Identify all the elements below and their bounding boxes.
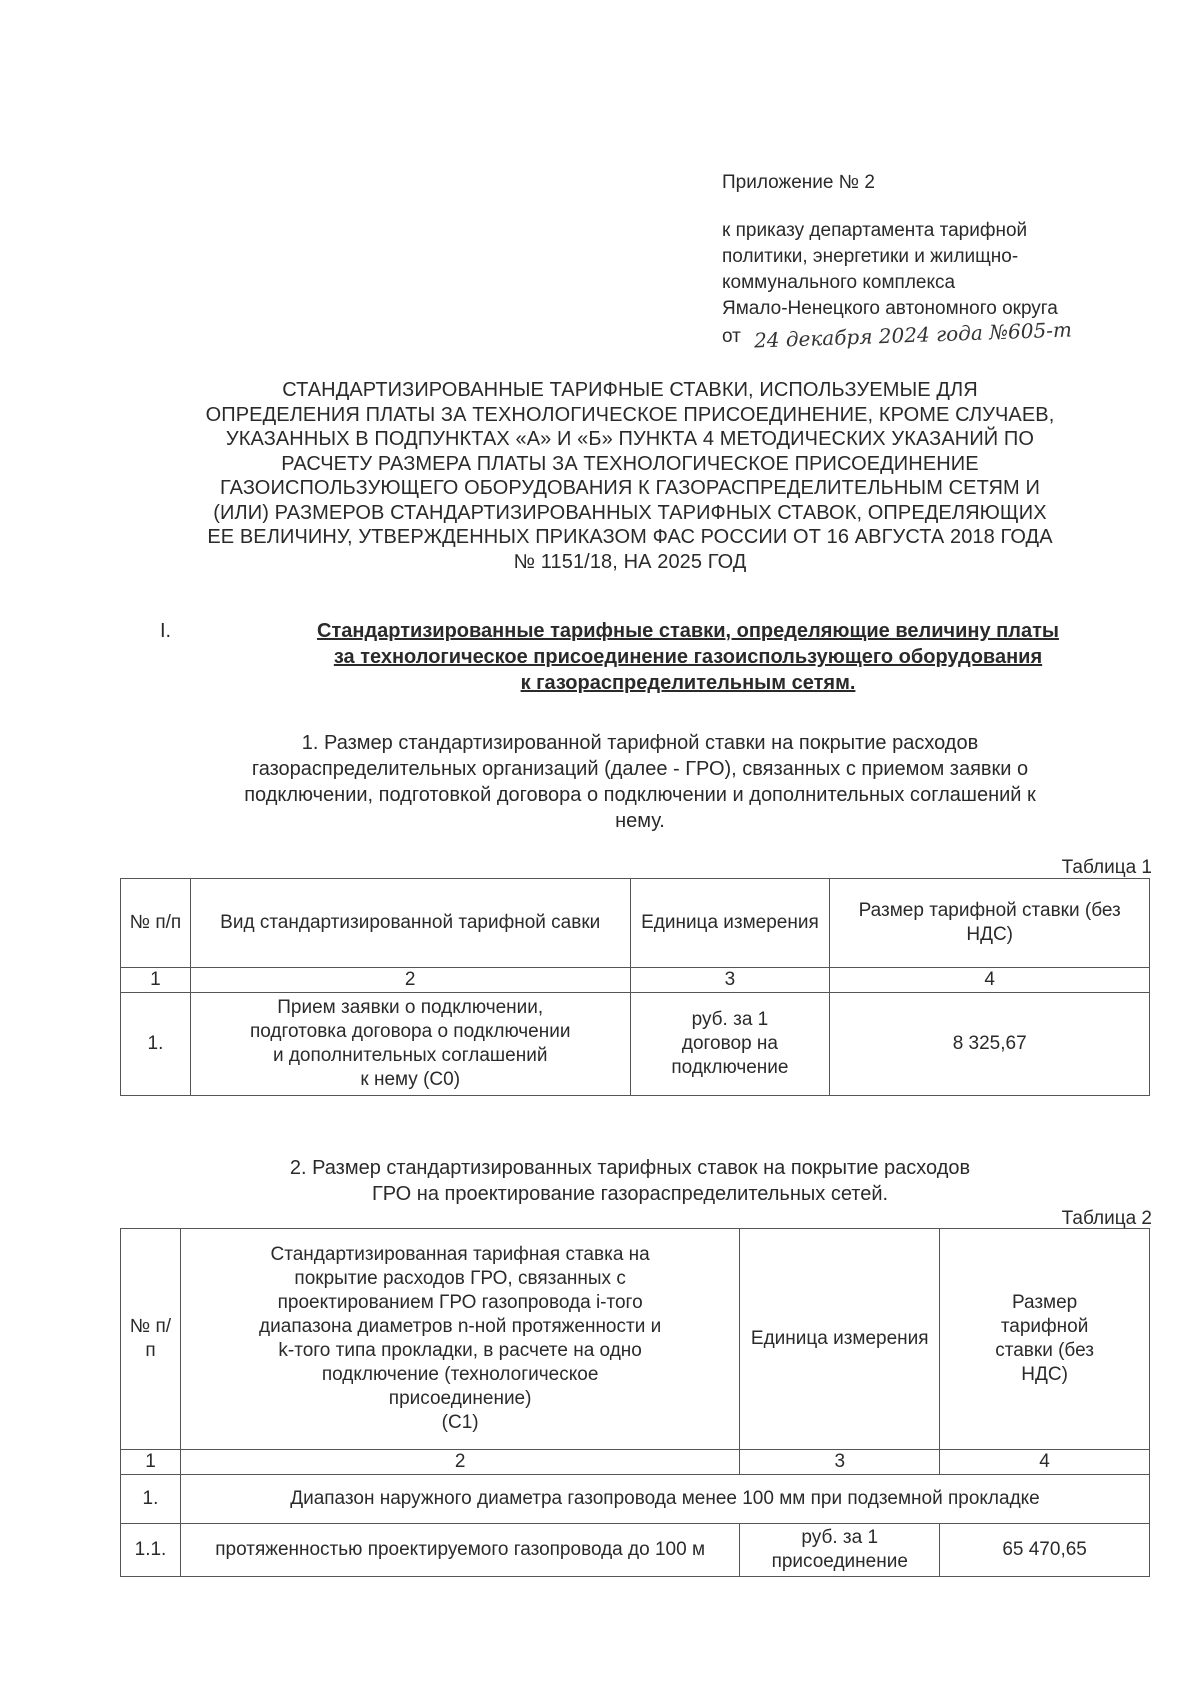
- rate-name-line: и дополнительных соглашений: [272, 1045, 548, 1066]
- paragraph-line: нему.: [615, 810, 665, 832]
- section-title-line: к газораспределительным сетям.: [520, 672, 856, 694]
- paragraph-line: 2. Размер стандартизированных тарифных ставок на покрытие расходов: [289, 1157, 971, 1179]
- title-line: СТАНДАРТИЗИРОВАННЫЕ ТАРИФНЫЕ СТАВКИ, ИСПОЛЬЗУЕМЫЕ ДЛЯ: [282, 379, 978, 401]
- table-header-row: [121, 1229, 1150, 1450]
- table-2-caption: Таблица 2: [1061, 1208, 1152, 1229]
- range-description: Диапазон наружного диаметра газопровода менее 100 мм при подземной прокладке: [180, 1475, 1149, 1524]
- section-number: I.: [160, 620, 172, 642]
- column-number-row: [121, 1450, 1150, 1475]
- rate-name-line: к нему (С0): [360, 1069, 461, 1090]
- header-line: Стандартизированная тарифная ставка на: [270, 1244, 650, 1265]
- section-title-line: Стандартизированные тарифные ставки, определяющие величину платы: [317, 620, 1059, 642]
- column-number: 3: [630, 968, 830, 993]
- header-cell: Единица измерения: [630, 879, 830, 968]
- header-cell: [940, 1229, 1150, 1450]
- header-cell: Единица измерения: [740, 1229, 940, 1450]
- title-line: РАСЧЕТУ РАЗМЕРА ПЛАТЫ ЗА ТЕХНОЛОГИЧЕСКОЕ ПРИСОЕДИНЕНИЕ: [281, 452, 979, 475]
- header-line: присоединение): [388, 1388, 532, 1409]
- column-number: 4: [830, 968, 1150, 993]
- appendix-line-1: к приказу департамента тарифной: [722, 220, 1028, 241]
- handwritten-date: 24 декабря 2024 года №605-т: [753, 317, 1073, 353]
- date-prefix: от: [722, 326, 741, 347]
- table-1: [120, 878, 1150, 1096]
- title-line: № 1151/18, НА 2025 ГОД: [513, 550, 747, 573]
- paragraph-line: газораспределительных организаций (далее - ГРО), связанных с приемом заявки о: [251, 758, 1029, 780]
- header-line: подключение (технологическое: [321, 1364, 599, 1385]
- row-number: 1.: [121, 993, 191, 1096]
- appendix-date: [722, 317, 1162, 353]
- header-cell: Вид стандартизированной тарифной савки: [190, 879, 630, 968]
- table-row: [121, 1524, 1150, 1577]
- paragraph-1: [140, 730, 1140, 834]
- rate-name: [190, 993, 630, 1096]
- header-line: тарифной: [1000, 1316, 1089, 1337]
- paragraph-line: ГРО на проектирование газораспределительных сетей.: [371, 1183, 889, 1205]
- table-row: [121, 993, 1150, 1096]
- rate-name-line: подготовка договора о подключении: [249, 1021, 571, 1042]
- header-line: ставки (без: [995, 1340, 1094, 1361]
- header-line: проектированием ГРО газопровода i-того: [277, 1292, 643, 1313]
- title-line: УКАЗАННЫХ В ПОДПУНКТАХ «А» И «Б» ПУНКТА 4 МЕТОДИЧЕСКИХ УКАЗАНИЙ ПО: [225, 428, 1035, 450]
- rate-value: 8 325,67: [830, 993, 1150, 1096]
- header-cell: Размер тарифной ставки (без НДС): [830, 879, 1150, 968]
- paragraph-line: 1. Размер стандартизированной тарифной ставки на покрытие расходов: [301, 732, 979, 754]
- appendix-number: Приложение № 2: [722, 172, 875, 193]
- header-cell: № п/п: [121, 1229, 181, 1450]
- title-line: ЕЕ ВЕЛИЧИНУ, УТВЕРЖДЕННЫХ ПРИКАЗОМ ФАС РОССИИ ОТ 16 АВГУСТА 2018 ГОДА: [207, 526, 1053, 548]
- rate-value: 65 470,65: [940, 1524, 1150, 1577]
- header-line: покрытие расходов ГРО, связанных с: [294, 1268, 626, 1289]
- unit: руб. за 1 присоединение: [740, 1524, 940, 1577]
- header-line: Размер: [1011, 1292, 1078, 1313]
- column-number: 1: [121, 968, 191, 993]
- unit-line: руб. за 1: [691, 1009, 769, 1030]
- column-number-row: [121, 968, 1150, 993]
- header-line: диапазона диаметров n-ной протяженности и: [259, 1316, 662, 1337]
- header-line: k-того типа прокладки, в расчете на одно: [278, 1340, 642, 1361]
- column-number: 2: [190, 968, 630, 993]
- paragraph-2: [160, 1155, 1100, 1207]
- rate-name: протяженностью проектируемого газопровода до 100 м: [180, 1524, 739, 1577]
- unit-line: договор на: [681, 1033, 778, 1054]
- document-title: [110, 378, 1150, 574]
- table-1-caption: Таблица 1: [1061, 857, 1152, 878]
- appendix-line-3: коммунального комплекса: [722, 272, 956, 293]
- column-number: 1: [121, 1450, 181, 1475]
- range-row: [121, 1475, 1150, 1524]
- unit-line: подключение: [671, 1057, 789, 1078]
- rate-name-line: Прием заявки о подключении,: [277, 997, 544, 1018]
- appendix-header: [722, 170, 1162, 353]
- unit: [630, 993, 830, 1096]
- table-header-row: [121, 879, 1150, 968]
- paragraph-line: подключении, подготовкой договора о подключении и дополнительных соглашений к: [244, 784, 1036, 806]
- header-cell: [180, 1229, 739, 1450]
- row-number: 1.1.: [121, 1524, 181, 1577]
- title-line: ОПРЕДЕЛЕНИЯ ПЛАТЫ ЗА ТЕХНОЛОГИЧЕСКОЕ ПРИСОЕДИНЕНИЕ, КРОМЕ СЛУЧАЕВ,: [205, 403, 1055, 426]
- column-number: 4: [940, 1450, 1150, 1475]
- appendix-line-2: политики, энергетики и жилищно-: [722, 246, 1019, 267]
- header-cell: № п/п: [121, 879, 191, 968]
- header-line: (С1): [441, 1412, 479, 1433]
- table-2: [120, 1228, 1150, 1577]
- appendix-line-4: Ямало-Ненецкого автономного округа: [722, 298, 1058, 319]
- title-line: (ИЛИ) РАЗМЕРОВ СТАНДАРТИЗИРОВАННЫХ ТАРИФНЫХ СТАВОК, ОПРЕДЕЛЯЮЩИХ: [213, 501, 1047, 524]
- header-line: НДС): [1021, 1364, 1068, 1385]
- section-heading: [160, 618, 1150, 696]
- section-title: [226, 618, 1150, 696]
- section-title-line: за технологическое присоединение газоиспользующего оборудования: [333, 646, 1043, 668]
- title-line: ГАЗОИСПОЛЬЗУЮЩЕГО ОБОРУДОВАНИЯ К ГАЗОРАСПРЕДЕЛИТЕЛЬНЫМ СЕТЯМ И: [220, 477, 1040, 499]
- column-number: 2: [180, 1450, 739, 1475]
- column-number: 3: [740, 1450, 940, 1475]
- row-number: 1.: [121, 1475, 181, 1524]
